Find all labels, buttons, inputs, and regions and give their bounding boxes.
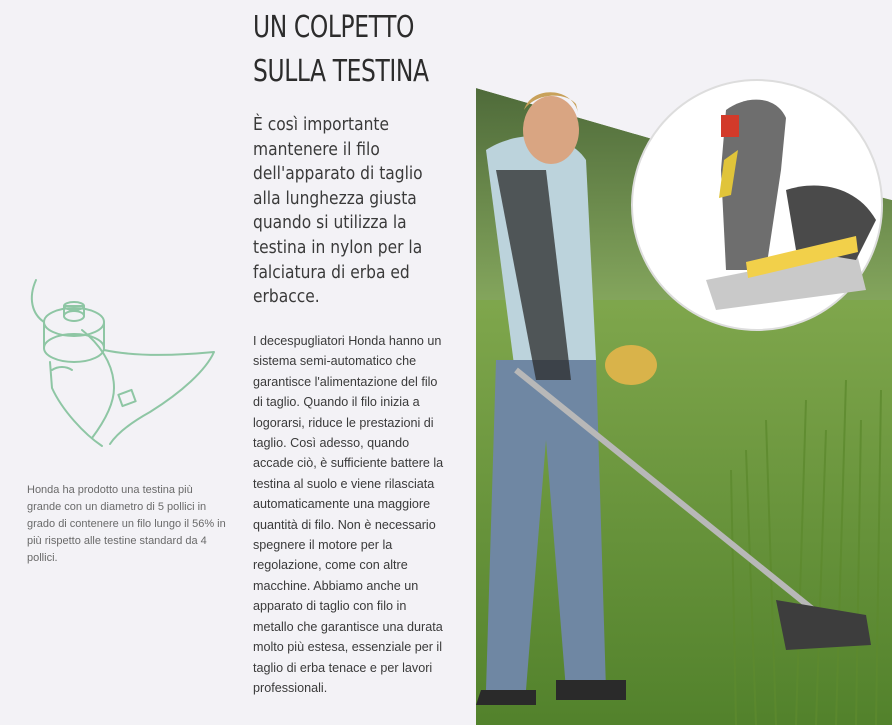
page-title: UN COLPETTO SULLA TESTINA	[253, 10, 429, 89]
brushcutter-photo	[476, 0, 892, 725]
illustration-caption: Honda ha prodotto una testina più grande con un diametro di 5 pollici in grado di contenere un filo lungo il 56% in più rispetto alle testine standard da 4 pollici.	[27, 484, 226, 564]
lead-paragraph: È così importante mantenere il filo dell'apparato di taglio alla lunghezza giusta quando si utilizza la testina in nylon per la falciatura di erba ed erbacce.	[253, 114, 423, 308]
trimmer-head-illustration	[22, 270, 222, 455]
body-paragraph: I decespugliatori Honda hanno un sistema semi-automatico che garantisce l'alimentazione del filo di taglio. Quando il filo inizia a logorarsi, riduce le prestazioni di taglio. Così adesso, quando accade ciò, è sufficiente battere la testina al suolo e viene rilasciata automaticamente una maggiore quantità di filo. Non è necessario spegnere il motore per la regolazione, come con altre macchine. Abbiamo anche un apparato di taglio con filo in metallo che garantisce una durata molto più estesa, essenziale per il taglio di erba tenace e per lavori professionali.	[253, 334, 444, 695]
